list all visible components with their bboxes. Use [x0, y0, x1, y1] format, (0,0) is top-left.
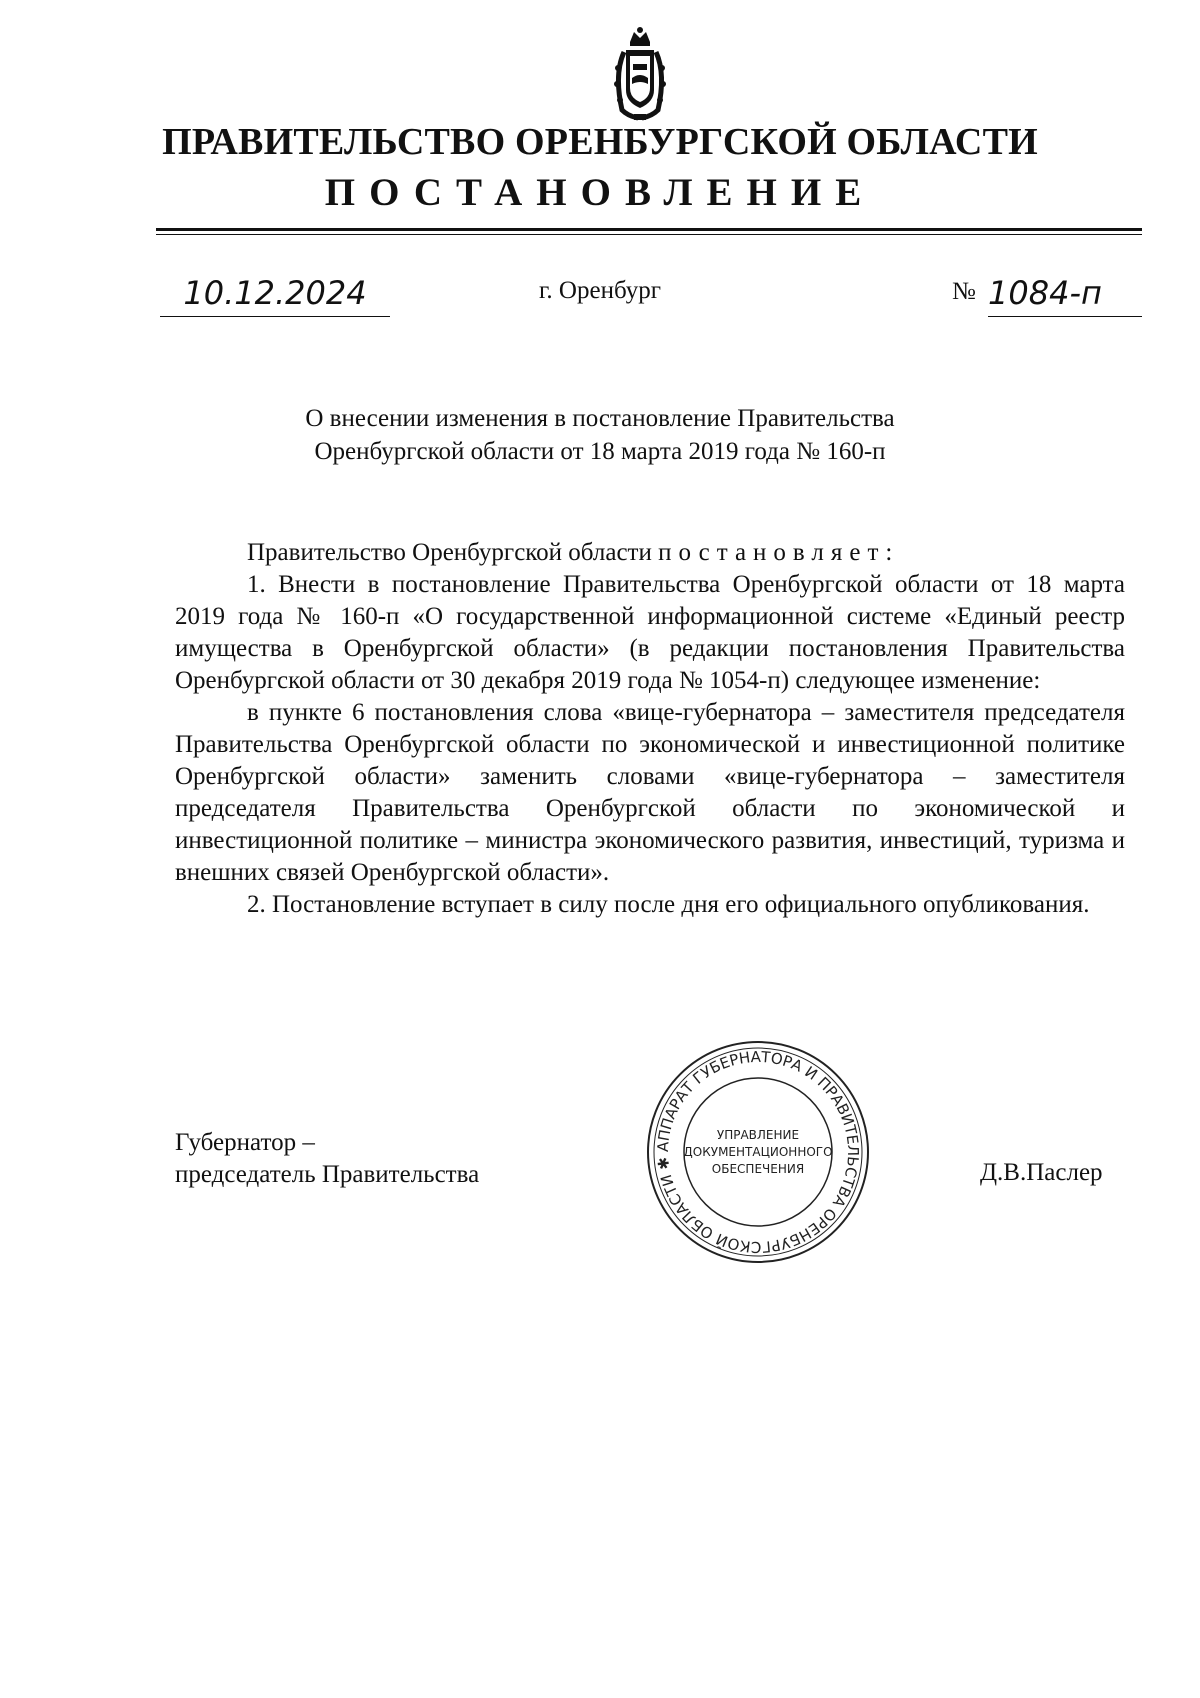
official-stamp [644, 1038, 872, 1266]
stamp-center-line-2: ДОКУМЕНТАЦИОННОГО [683, 1145, 833, 1159]
coat-of-arms-icon [608, 24, 672, 124]
stamp-center-line-1: УПРАВЛЕНИЕ [716, 1128, 800, 1142]
preamble-verb: постановляет: [658, 539, 900, 566]
item-2: 2. Постановление вступает в силу после дня его официального опубликования. [247, 891, 1090, 918]
position-line-1: Губернатор – [175, 1129, 315, 1156]
header-divider [156, 228, 1142, 231]
document-body [175, 537, 1125, 921]
number-sign: № [952, 278, 976, 305]
signatory-name: Д.В.Паслер [980, 1159, 1103, 1186]
signatory-position [175, 1127, 479, 1191]
stamp-center-line-3: ОБЕСПЕЧЕНИЯ [711, 1162, 805, 1176]
header-divider-thin [156, 234, 1142, 235]
subject-line-1: О внесении изменения в постановление Правительства [305, 405, 895, 432]
document-number: 1084-п [988, 272, 1142, 317]
preamble [175, 537, 1125, 569]
document-subject [0, 402, 1200, 468]
preamble-lead: Правительство Оренбургской области [247, 539, 659, 566]
document-date: 10.12.2024 [160, 272, 390, 317]
document-city: г. Оренбург [539, 277, 661, 304]
stamp-ring-text: АППАРАТ ГУБЕРНАТОРА И ПРАВИТЕЛЬСТВА ОРЕНБУРГСКОЙ ОБЛАСТИ ✱ [653, 1047, 863, 1257]
document-type-title: ПОСТАНОВЛЕНИЕ [324, 171, 876, 214]
item-1: 1. Внести в постановление Правительства Оренбургской области от 18 марта 2019 года № 160-п «О государственной информационной системе «Единый реестр имущества в Оренбургской области» (в редакции постановления Правительства Оренбургской области от 30 декабря 2019 года № 1054-п) следующее изменение: [175, 571, 1125, 694]
subject-line-2: Оренбургской области от 18 марта 2019 года № 160-п [314, 438, 886, 465]
item-1-change: в пункте 6 постановления слова «вице-губернатора – заместителя председателя Правительства Оренбургской области по экономической и инвестиционной политике Оренбургской области» заменить словами «вице-губернатора – заместителя председателя Правительства Оренбургской области по экономической и инвестиционной политике – министра экономического развития, инвестиций, туризма и внешних связей Оренбургской области». [175, 699, 1125, 886]
document-number-block [952, 272, 1142, 316]
organization-title: ПРАВИТЕЛЬСТВО ОРЕНБУРГСКОЙ ОБЛАСТИ [162, 121, 1038, 163]
position-line-2: председатель Правительства [175, 1161, 480, 1188]
